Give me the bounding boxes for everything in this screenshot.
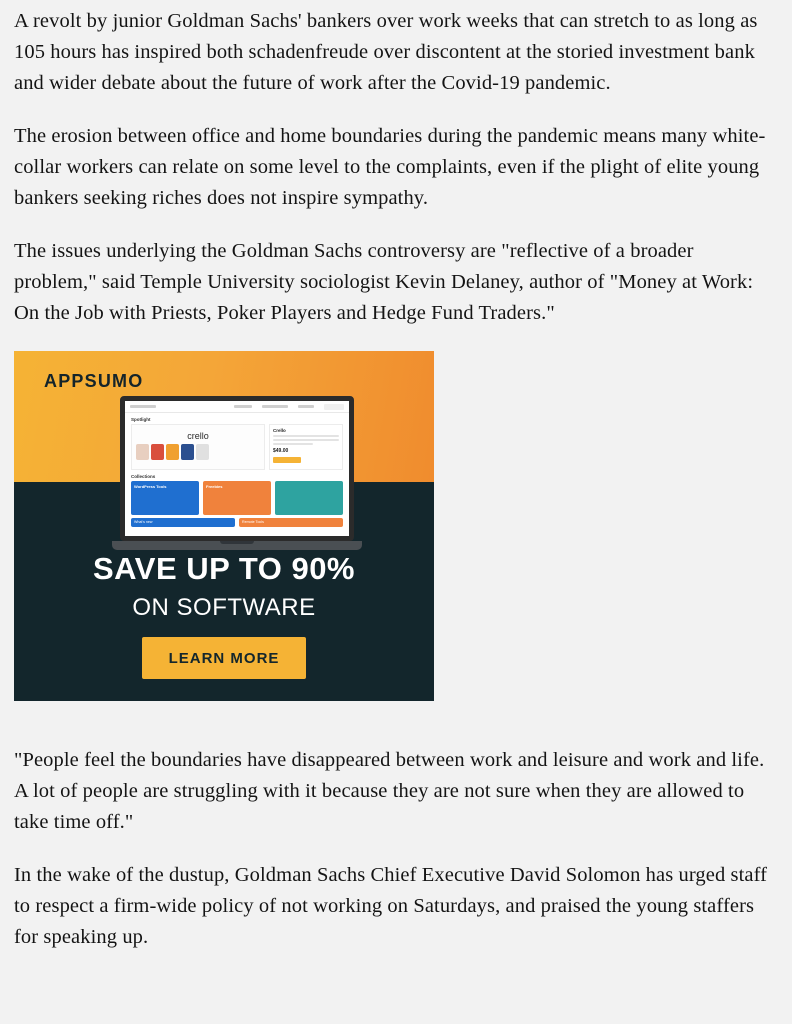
mock-panel-buy-button	[273, 457, 301, 463]
mock-thumbnail	[196, 444, 209, 460]
mock-thumbnail	[151, 444, 164, 460]
mock-card-label: Freebies	[206, 484, 223, 489]
article-paragraph: The issues underlying the Goldman Sachs controversy are "reflective of a broader problem," said Temple University sociologist Kevin Delaney, author of "Money at Work: On the Job with Priests, Poker Players and Hedge Fund Traders."	[14, 240, 754, 324]
mock-product-preview	[131, 424, 265, 470]
article-paragraph: In the wake of the dustup, Goldman Sachs Chief Executive David Solomon has urged staff to respect a firm-wide policy of not working on Saturdays, and praised the young staffers for speaking up.	[14, 864, 768, 948]
article-paragraph: The erosion between office and home boundaries during the pandemic means many white-collar workers can relate on some level to the complaints, even if the plight of elite young bankers seeking riches does not inspire sympathy.	[14, 125, 766, 209]
mock-thumbnail	[166, 444, 179, 460]
appsumo-logo	[44, 371, 143, 392]
laptop-base	[112, 541, 362, 550]
mock-card	[275, 481, 343, 515]
mock-toolbar-link	[262, 405, 288, 408]
mock-card-label: WordPress Tools	[134, 484, 167, 489]
mock-toolbar-button	[324, 404, 344, 410]
article-paragraph: "People feel the boundaries have disappeared between work and leisure and work and life. A lot of people are struggling with it because they are not sure when they are allowed to take time off."	[14, 749, 765, 833]
article-paragraph: A revolt by junior Goldman Sachs' bankers over work weeks that can stretch to as long as 105 hours has inspired both schadenfreude over discontent at the storied investment bank and wider debate about the future of work after the Covid-19 pandemic.	[14, 10, 758, 94]
ad-headline: SAVE UP TO 90%	[93, 551, 355, 586]
mock-panel-line	[273, 443, 313, 445]
advertisement-banner[interactable]	[14, 351, 434, 701]
mock-panel-line	[273, 435, 339, 437]
mock-app-title: Spotlight	[131, 417, 151, 422]
mock-toolbar-logo	[130, 405, 156, 408]
mock-toolbar-link	[298, 405, 314, 408]
mock-thumbnail-strip	[132, 441, 264, 463]
mock-thumbnail	[181, 444, 194, 460]
mock-product-panel	[269, 424, 343, 470]
mock-section-title: Collections	[131, 474, 156, 479]
mock-panel-line	[273, 439, 339, 441]
mock-browser-toolbar	[125, 401, 349, 413]
ad-subheadline: ON SOFTWARE	[132, 594, 316, 621]
ad-learn-more-button[interactable]: LEARN MORE	[142, 637, 306, 679]
mock-card	[131, 481, 199, 515]
ad-brand-part1: APP	[44, 371, 85, 391]
mock-product-name: crello	[187, 431, 209, 441]
ad-brand-part2: SUMO	[84, 371, 144, 391]
mock-panel-title: Crello	[273, 428, 286, 433]
mock-toolbar-link	[234, 405, 252, 408]
laptop-mockup-image	[112, 396, 362, 556]
mock-collection-cards	[125, 481, 349, 515]
mock-card	[203, 481, 271, 515]
laptop-screen	[120, 396, 354, 541]
mock-pill: Remote Tools	[239, 518, 343, 527]
mock-panel-price: $49.00	[273, 448, 289, 454]
mock-hero-row	[131, 424, 343, 470]
mock-thumbnail	[136, 444, 149, 460]
mock-pill: What's new	[131, 518, 235, 527]
mock-pill-row	[125, 515, 349, 527]
